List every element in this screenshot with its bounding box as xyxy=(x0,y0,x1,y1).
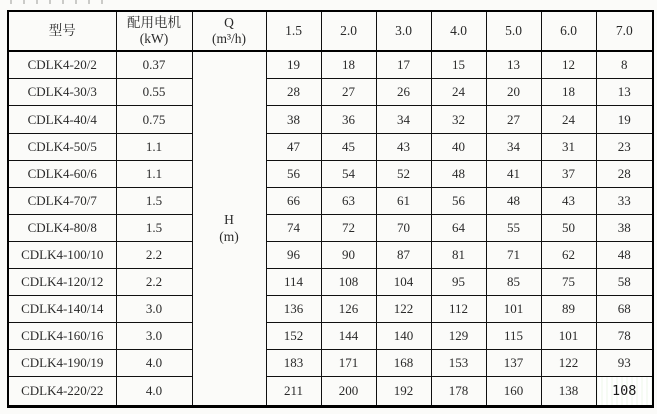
head-value-cell: 23 xyxy=(596,133,653,160)
head-value-cell: 56 xyxy=(266,160,321,187)
motor-power-cell: 3.0 xyxy=(116,296,192,323)
motor-power-cell: 2.2 xyxy=(116,268,192,295)
motor-power-cell: 4.0 xyxy=(116,350,192,377)
head-value-cell: 13 xyxy=(596,79,653,106)
head-value-cell: 28 xyxy=(596,160,653,187)
head-value-cell: 93 xyxy=(596,350,653,377)
head-value-cell: 72 xyxy=(321,214,376,241)
head-value-cell: 34 xyxy=(486,133,541,160)
col-header-motor xyxy=(116,11,192,51)
head-value-cell: 33 xyxy=(596,187,653,214)
head-value-cell: 85 xyxy=(486,268,541,295)
cropped-text-remnant xyxy=(10,0,114,4)
head-value-cell: 81 xyxy=(431,241,486,268)
header-row xyxy=(8,11,653,51)
head-value-cell: 168 xyxy=(376,350,431,377)
head-value-cell: 211 xyxy=(266,377,321,407)
table-row xyxy=(8,106,653,133)
col-header-flow-3-0: 3.0 xyxy=(376,11,431,51)
head-value-cell: 24 xyxy=(541,106,596,133)
head-value-cell: 171 xyxy=(321,350,376,377)
head-value-cell: 19 xyxy=(266,51,321,79)
head-value-cell: 140 xyxy=(376,323,431,350)
head-value-cell: 47 xyxy=(266,133,321,160)
head-value-cell: 87 xyxy=(376,241,431,268)
table-row xyxy=(8,214,653,241)
head-value-cell: 24 xyxy=(431,79,486,106)
motor-power-cell: 4.0 xyxy=(116,377,192,407)
head-value-cell: 153 xyxy=(431,350,486,377)
head-value-cell: 18 xyxy=(321,51,376,79)
head-value-cell: 31 xyxy=(541,133,596,160)
head-value-cell: 68 xyxy=(596,296,653,323)
head-value-cell: 40 xyxy=(431,133,486,160)
model-cell: CDLK4-40/4 xyxy=(8,106,116,133)
head-value-cell: 138 xyxy=(541,377,596,407)
col-header-model: 型号 xyxy=(8,11,116,51)
head-value-cell: 45 xyxy=(321,133,376,160)
head-value-cell: 63 xyxy=(321,187,376,214)
flow-header-line1: Q xyxy=(224,14,234,30)
motor-header-line1: 配用电机 xyxy=(127,14,181,30)
table-row xyxy=(8,160,653,187)
head-value-cell: 56 xyxy=(431,187,486,214)
head-value-cell: 114 xyxy=(266,268,321,295)
head-value-cell: 48 xyxy=(431,160,486,187)
motor-header-line2: (kW) xyxy=(139,31,169,46)
head-value-cell: 90 xyxy=(321,241,376,268)
flow-header-line2: (m³/h) xyxy=(211,31,247,46)
head-value-cell: 28 xyxy=(266,79,321,106)
head-value-cell: 160 xyxy=(486,377,541,407)
table-row xyxy=(8,323,653,350)
model-cell: CDLK4-140/14 xyxy=(8,296,116,323)
table-row xyxy=(8,79,653,106)
head-value-cell: 115 xyxy=(486,323,541,350)
head-value-cell: 43 xyxy=(376,133,431,160)
table-body xyxy=(8,51,653,407)
head-value-cell: 17 xyxy=(376,51,431,79)
head-value-cell: 183 xyxy=(266,350,321,377)
head-value-cell: 70 xyxy=(376,214,431,241)
head-value-cell: 136 xyxy=(266,296,321,323)
model-cell: CDLK4-50/5 xyxy=(8,133,116,160)
head-value-cell: 89 xyxy=(541,296,596,323)
table-row xyxy=(8,187,653,214)
col-header-flow-7-0: 7.0 xyxy=(596,11,653,51)
head-value-cell: 54 xyxy=(321,160,376,187)
head-value-cell: 71 xyxy=(486,241,541,268)
head-value-cell: 74 xyxy=(266,214,321,241)
head-value-cell: 178 xyxy=(431,377,486,407)
col-header-flow xyxy=(192,11,266,51)
head-value-cell: 27 xyxy=(486,106,541,133)
model-cell: CDLK4-120/12 xyxy=(8,268,116,295)
head-value-cell: 12 xyxy=(541,51,596,79)
head-value-cell: 66 xyxy=(266,187,321,214)
head-value-cell: 126 xyxy=(321,296,376,323)
head-value-cell: 26 xyxy=(376,79,431,106)
head-unit-cell: H (m) xyxy=(192,51,266,407)
head-value-cell: 38 xyxy=(266,106,321,133)
head-value-cell: 137 xyxy=(486,350,541,377)
motor-power-cell: 3.0 xyxy=(116,323,192,350)
model-cell: CDLK4-220/22 xyxy=(8,377,116,407)
head-value-cell: 48 xyxy=(596,241,653,268)
head-value-cell: 55 xyxy=(486,214,541,241)
model-cell: CDLK4-190/19 xyxy=(8,350,116,377)
table-row xyxy=(8,133,653,160)
head-value-cell: 15 xyxy=(431,51,486,79)
head-value-cell: 19 xyxy=(596,106,653,133)
head-value-cell: 8 xyxy=(596,51,653,79)
head-value-cell: 78 xyxy=(596,323,653,350)
head-value-cell: 52 xyxy=(376,160,431,187)
model-cell: CDLK4-30/3 xyxy=(8,79,116,106)
head-value-cell: 96 xyxy=(266,241,321,268)
col-header-flow-4-0: 4.0 xyxy=(431,11,486,51)
col-header-flow-6-0: 6.0 xyxy=(541,11,596,51)
head-value-cell: 152 xyxy=(266,323,321,350)
model-cell: CDLK4-70/7 xyxy=(8,187,116,214)
table-row xyxy=(8,296,653,323)
head-value-cell: 36 xyxy=(321,106,376,133)
head-value-cell: 101 xyxy=(541,323,596,350)
head-value-cell: 61 xyxy=(376,187,431,214)
head-value-cell: 38 xyxy=(596,214,653,241)
head-value-cell: 62 xyxy=(541,241,596,268)
head-value-cell: 192 xyxy=(376,377,431,407)
head-value-cell: 20 xyxy=(486,79,541,106)
model-cell: CDLK4-20/2 xyxy=(8,51,116,79)
head-value-cell: 108 xyxy=(596,377,653,407)
head-value-cell: 64 xyxy=(431,214,486,241)
model-cell: CDLK4-60/6 xyxy=(8,160,116,187)
head-value-cell: 112 xyxy=(431,296,486,323)
motor-power-cell: 0.75 xyxy=(116,106,192,133)
col-header-flow-2-0: 2.0 xyxy=(321,11,376,51)
pump-specification-table xyxy=(7,10,654,408)
table-row xyxy=(8,377,653,407)
head-value-cell: 50 xyxy=(541,214,596,241)
col-header-flow-5-0: 5.0 xyxy=(486,11,541,51)
head-value-cell: 48 xyxy=(486,187,541,214)
table-row xyxy=(8,51,653,79)
head-value-cell: 13 xyxy=(486,51,541,79)
motor-power-cell: 1.5 xyxy=(116,187,192,214)
head-value-cell: 37 xyxy=(541,160,596,187)
head-value-cell: 18 xyxy=(541,79,596,106)
head-value-cell: 144 xyxy=(321,323,376,350)
head-value-cell: 75 xyxy=(541,268,596,295)
motor-power-cell: 1.5 xyxy=(116,214,192,241)
head-value-cell: 108 xyxy=(321,268,376,295)
col-header-flow-1-5: 1.5 xyxy=(266,11,321,51)
head-value-cell: 122 xyxy=(376,296,431,323)
head-value-cell: 41 xyxy=(486,160,541,187)
head-value-cell: 95 xyxy=(431,268,486,295)
motor-power-cell: 1.1 xyxy=(116,133,192,160)
motor-power-cell: 0.37 xyxy=(116,51,192,79)
head-value-cell: 32 xyxy=(431,106,486,133)
model-cell: CDLK4-160/16 xyxy=(8,323,116,350)
head-value-cell: 122 xyxy=(541,350,596,377)
model-cell: CDLK4-100/10 xyxy=(8,241,116,268)
table-row xyxy=(8,350,653,377)
head-value-cell: 104 xyxy=(376,268,431,295)
head-value-cell: 34 xyxy=(376,106,431,133)
head-value-cell: 129 xyxy=(431,323,486,350)
head-value-cell: 58 xyxy=(596,268,653,295)
model-cell: CDLK4-80/8 xyxy=(8,214,116,241)
motor-power-cell: 2.2 xyxy=(116,241,192,268)
table-row xyxy=(8,241,653,268)
motor-power-cell: 1.1 xyxy=(116,160,192,187)
head-value-cell: 43 xyxy=(541,187,596,214)
head-value-cell: 200 xyxy=(321,377,376,407)
table-row xyxy=(8,268,653,295)
motor-power-cell: 0.55 xyxy=(116,79,192,106)
head-value-cell: 27 xyxy=(321,79,376,106)
head-value-cell: 101 xyxy=(486,296,541,323)
